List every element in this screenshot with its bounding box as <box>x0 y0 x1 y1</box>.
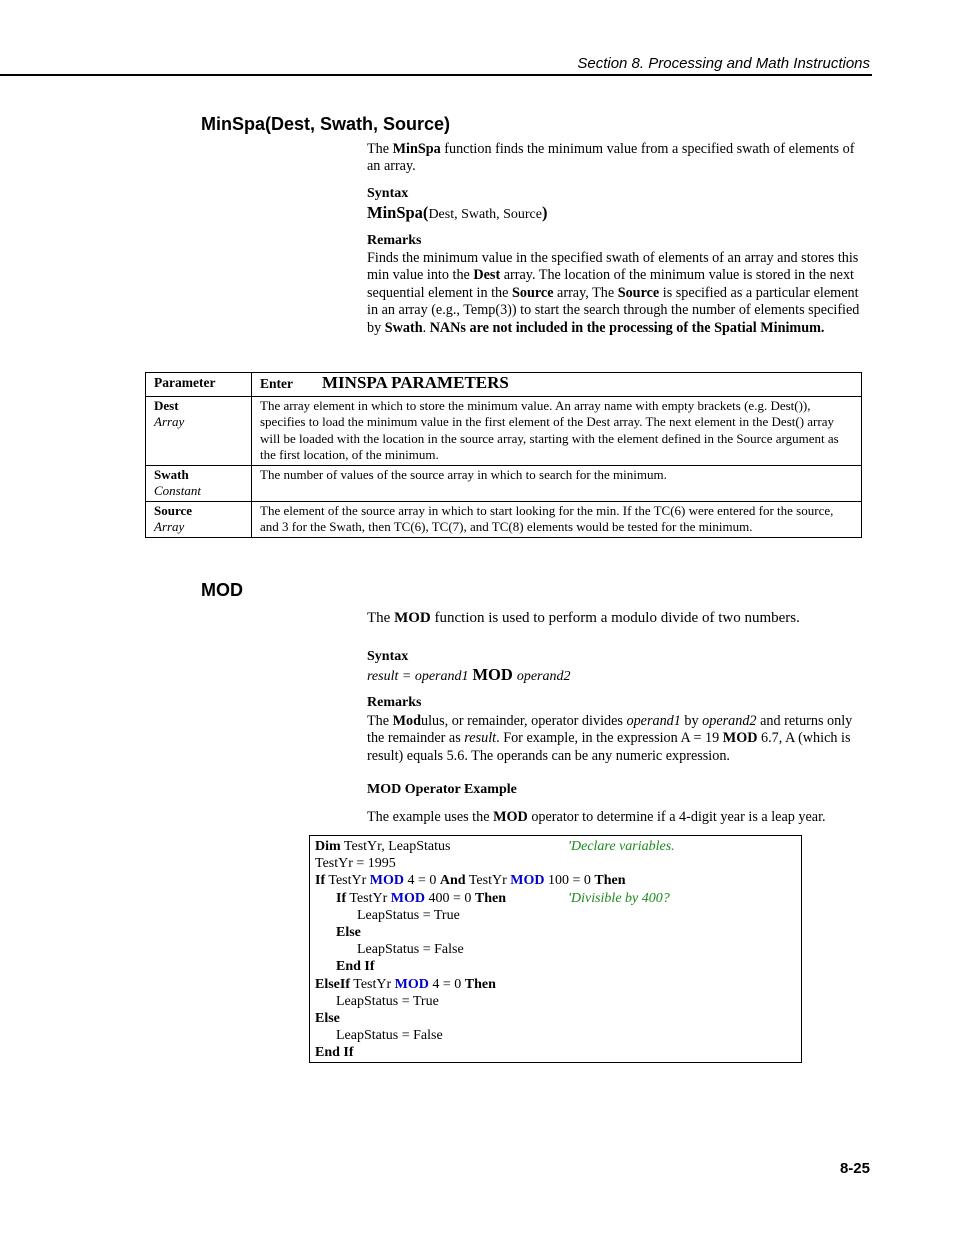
param-cell: Swath Constant <box>146 465 252 501</box>
section-header: Section 8. Processing and Math Instructions <box>577 55 870 72</box>
code-line: TestYr = 1995 <box>315 856 396 872</box>
param-desc: The number of values of the source array in which to search for the minimum. <box>252 465 862 501</box>
header-rule <box>0 74 872 76</box>
minspa-remarks-label: Remarks <box>367 233 422 248</box>
param-desc: The array element in which to store the minimum value. An array name with empty brackets (e.g. Dest()), specifies to load the minimum value in the first element of the Dest array. The next element in the Dest() array will be loaded with the location in the source array, starting with the element defined in the Source argument as the first location, of the minimum. <box>252 396 862 465</box>
param-cell: Dest Array <box>146 396 252 465</box>
col-parameter-header: Parameter <box>146 373 252 397</box>
page-number: 8-25 <box>839 1160 870 1177</box>
col-enter-header: Enter MINSPA PARAMETERS <box>252 373 862 397</box>
code-line: LeapStatus = False <box>336 1028 443 1044</box>
mod-example-intro: The example uses the MOD operator to determine if a 4-digit year is a leap year. <box>367 809 826 825</box>
table-row <box>146 465 862 501</box>
mod-example-heading: MOD Operator Example <box>367 782 517 797</box>
minspa-parameters-table <box>145 372 862 538</box>
code-line: Else <box>336 925 361 940</box>
code-line: Dim TestYr, LeapStatus <box>315 839 451 854</box>
table-row <box>146 501 862 537</box>
table-row <box>146 396 862 465</box>
mod-heading: MOD <box>201 580 243 600</box>
code-line: End If <box>315 1045 354 1061</box>
table-header-row <box>146 373 862 397</box>
mod-syntax: result = operand1 MOD operand2 <box>367 665 571 684</box>
mod-remarks-label: Remarks <box>367 695 422 710</box>
mod-intro: The MOD function is used to perform a modulo divide of two numbers. <box>367 610 800 626</box>
mod-remarks: The Modulus, or remainder, operator divides operand1 by operand2 and returns only the remainder as result. For example, in the expression A = 19 MOD 6.7, A (which is result) equals 5.6. The operands can be any numeric expression. <box>367 713 853 764</box>
code-line: If TestYr MOD 400 = 0 Then <box>336 890 507 906</box>
minspa-intro: The MinSpa function finds the minimum value from a specified swath of elements of an array. <box>367 141 855 175</box>
code-comment: 'Declare variables. <box>568 839 675 854</box>
code-comment: 'Divisible by 400? <box>568 890 670 906</box>
table-title: MINSPA PARAMETERS <box>322 373 509 392</box>
code-line: LeapStatus = False <box>357 942 464 958</box>
param-cell: Source Array <box>146 501 252 537</box>
mod-syntax-label: Syntax <box>367 649 409 664</box>
code-line: LeapStatus = True <box>357 907 460 923</box>
minspa-syntax-label: Syntax <box>367 186 409 201</box>
code-line: End If <box>336 959 375 975</box>
minspa-syntax: MinSpa(Dest, Swath, Source) <box>367 203 548 222</box>
code-line: Else <box>315 1011 340 1026</box>
code-line: LeapStatus = True <box>336 993 439 1009</box>
code-line: ElseIf TestYr MOD 4 = 0 Then <box>315 976 496 992</box>
code-line: If TestYr MOD 4 = 0 And TestYr MOD 100 = 0 Then <box>315 873 626 889</box>
param-desc: The element of the source array in which to start looking for the min. If the TC(6) were entered for the source, and 3 for the Swath, then TC(6), TC(7), and TC(8) elements would be tested for the minimum. <box>252 501 862 537</box>
minspa-heading: MinSpa(Dest, Swath, Source) <box>201 114 451 134</box>
code-example-box <box>309 835 802 1063</box>
minspa-remarks: Finds the minimum value in the specified swath of elements of an array and stores this min value into the Dest array. The location of the minimum value is stored in the next sequential element in the Source array, The Source is specified as a particular element in an array (e.g., Temp(3)) to start the search through the number of elements specified by Swath. NANs are not included in the processing of the Spatial Minimum. <box>367 250 860 336</box>
